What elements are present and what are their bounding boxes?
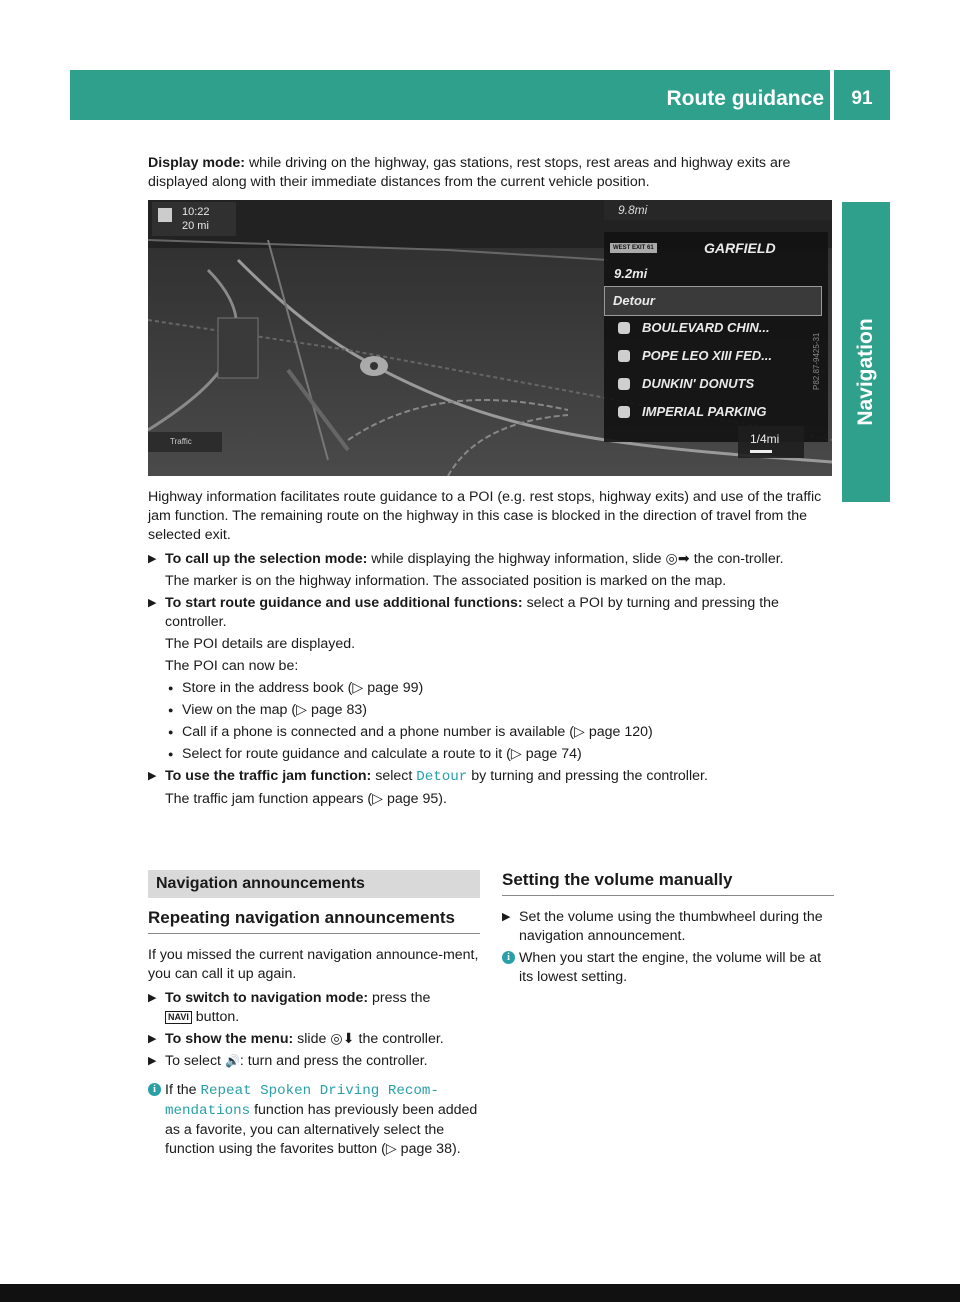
step-label: To start route guidance and use additional functions: [165,595,523,611]
step-show-menu [148,1030,480,1049]
info-text: When you start the engine, the volume will be at its lowest setting. [519,950,822,985]
clock-time: 10:22 [182,206,210,218]
building-icon [618,350,630,362]
info-text: function has previously been added as a favorite, you can alternatively select the function using the favorites button (▷ page 38). [165,1102,478,1157]
step-text: To select [165,1053,221,1069]
main-text [148,488,836,812]
parking-icon [618,406,630,418]
poi-item[interactable] [604,314,828,342]
info-icon: i [502,951,515,964]
intro-label: Display mode: [148,155,245,171]
poi-item[interactable] [604,398,828,426]
section-heading: Navigation announcements [148,870,480,898]
poi-options-intro: The POI can now be: [165,658,299,674]
exit-distance-row [604,260,828,288]
top-distance-strip [604,200,832,220]
step-nav-mode [148,989,480,1027]
map-scale [738,426,804,458]
right-column [502,870,834,987]
detour-label: Detour [613,293,655,308]
coffee-icon [618,378,630,390]
side-tab-label: Navigation [854,318,877,426]
restaurant-icon [618,322,630,334]
step-text: the con-troller. [693,551,784,567]
step-result: The POI details are displayed. [165,636,356,652]
list-item: ● Select for route guidance and calculate a route to it (▷ page 74) [148,745,836,764]
list-item: ● Call if a phone is connected and a phone number is available (▷ page 120) [148,723,836,742]
footer-bar [0,1284,960,1302]
step-text: slide [297,1031,327,1047]
step-text: select a POI by turning and pressing the controller. [165,595,779,630]
controller-slide-down-icon: ◎⬇ [330,1031,355,1047]
step-label: To switch to navigation mode: [165,990,369,1006]
step-selection-mode [148,550,836,569]
step-result: The traffic jam function appears (▷ page 95). [165,791,447,807]
scale-label: 1/4mi [750,432,780,446]
traffic-indicator: Traffic [148,432,222,452]
top-distance: 9.8mi [618,203,648,217]
info-icon: i [148,1083,161,1096]
exit-distance: 9.2mi [614,266,648,281]
step-text: press the [372,990,431,1006]
step-text: the controller. [358,1031,444,1047]
paragraph: Highway information facilitates route guidance to a POI (e.g. rest stops, highway exits) and use of the traffic jam function. The remaining route on the highway in this case is blocked in the direction of travel from the selected exit. [148,489,822,543]
info-note [148,1081,480,1159]
intro-text: while driving on the highway, gas stations, rest stops, rest areas and highway exits are displayed along with their immediate distances from the current vehicle position. [148,155,791,190]
step-text: button. [195,1009,240,1025]
exit-row[interactable] [604,234,828,262]
poi-label: BOULEVARD CHIN... [642,320,770,335]
page-number: 91 [851,88,873,109]
poi-label: POPE LEO XIII FED... [642,348,773,363]
navigation-screenshot [148,200,832,476]
detour-item[interactable] [604,286,822,316]
step-label: To use the traffic jam function: [165,768,372,784]
list-item: ● Store in the address book (▷ page 99) [148,679,836,698]
left-column [148,870,480,1159]
favorite-function-name: Repeat Spoken Driving Recom-mendations [165,1083,439,1119]
info-text: If the [165,1082,197,1098]
voice-announcement-icon: 🔊 [224,1054,240,1068]
step-traffic-jam [148,767,836,787]
turn-arrow-icon [158,208,172,222]
info-note [502,949,834,987]
poi-label: IMPERIAL PARKING [642,404,767,419]
step-text: : turn and press the controller. [239,1053,428,1069]
subsection-heading: Repeating navigation announcements [148,908,480,934]
step-text: by turning and pressing the controller. [471,768,708,784]
step-text: while displaying the highway information, slide [371,551,662,567]
step-label: To call up the selection mode: [165,551,368,567]
scale-bar [750,450,772,453]
poi-item[interactable] [604,342,828,370]
clock-panel [152,202,236,236]
image-code: P82.87-9425-31 [812,332,821,390]
poi-label: DUNKIN' DONUTS [642,376,755,391]
poi-item[interactable] [604,370,828,398]
intro-paragraph [148,154,834,192]
subsection-heading: Setting the volume manually [502,870,834,896]
step-label: To show the menu: [165,1031,294,1047]
navi-button-icon: NAVI [165,1011,192,1024]
step-volume: ▶ Set the volume using the thumbwheel during the navigation announcement. [502,908,834,946]
step-route-guidance [148,594,836,632]
step-result: The marker is on the highway information. The associated position is marked on the map. [165,573,727,589]
list-item: ● View on the map (▷ page 83) [148,701,836,720]
exit-name: GARFIELD [704,240,776,256]
side-tab [842,202,890,502]
highway-info-panel [604,232,828,442]
section-title: Route guidance [666,87,824,110]
step-select-icon [148,1052,480,1071]
detour-menu-item: Detour [416,769,468,785]
paragraph: If you missed the current navigation announce-ment, you can call it up again. [148,947,479,982]
controller-slide-right-icon: ◎➡ [665,551,690,567]
clock-distance: 20 mi [182,220,209,232]
step-text: select [375,768,413,784]
exit-badge: WEST EXIT 61 [610,243,657,253]
